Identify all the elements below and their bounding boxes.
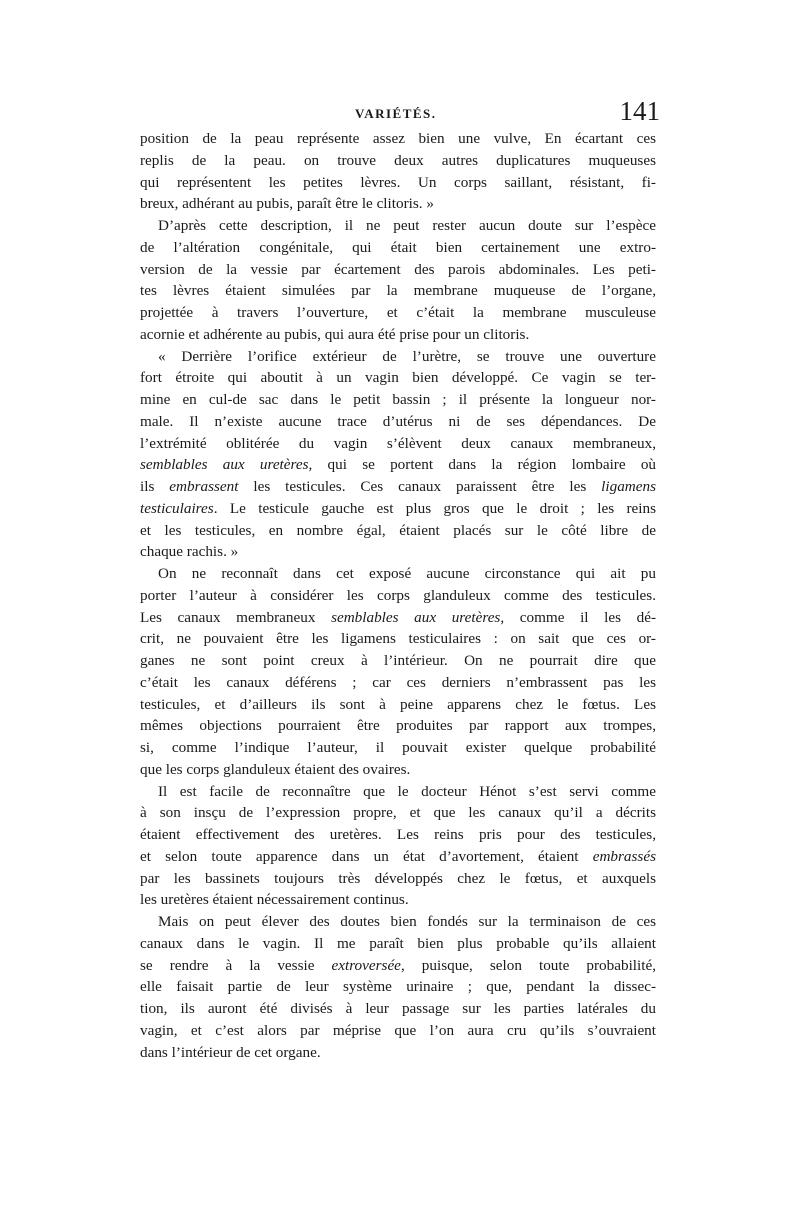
- text-line: replis de la peau. on trouve deux autres duplicatures muqueuses: [140, 151, 656, 169]
- text-line: tion, ils auront été divisés à leur passage sur les parties latérales du: [140, 1000, 656, 1017]
- text-line: Mais on peut élever des doutes bien fondés sur la terminaison de ces: [158, 913, 656, 930]
- text-line: breux, adhérant au pubis, paraît être le clitoris. »: [140, 195, 434, 213]
- text-line: elle faisait partie de leur système urinaire ; que, pendant la dissec-: [140, 978, 656, 996]
- page-header: [140, 96, 660, 132]
- text-line: ganes ne sont point creux à l’intérieur. On ne pourrait dire que: [140, 652, 656, 669]
- text-line: crit, ne pouvaient être les ligamens testiculaires : on sait que ces or-: [140, 630, 656, 648]
- body-text: [140, 128, 656, 1063]
- running-head: VARIÉTÉS.: [355, 106, 437, 121]
- text-line: position de la peau représente assez bien une vulve, En écartant ces: [140, 130, 656, 147]
- text-line: porter l’auteur à considérer les corps glanduleux comme des testicules.: [140, 586, 656, 604]
- text-line: « Derrière l’orifice extérieur de l’urètre, se trouve une ouverture: [158, 347, 656, 365]
- text-line: tes lèvres étaient simulées par la membrane muqueuse de l’organe,: [140, 282, 656, 300]
- text-line: si, comme l’indique l’auteur, il pouvait exister quelque probabilité: [140, 739, 656, 756]
- text-line: vagin, et c’est alors par méprise que l’on aura cru qu’ils s’ouvraient: [140, 1021, 656, 1039]
- text-line: acornie et adhérente au pubis, qui aura été prise pour un clitoris.: [140, 325, 530, 343]
- text-line: par les bassinets toujours très développés chez le fœtus, et auxquels: [140, 869, 656, 887]
- text-line: à son insçu de l’expression propre, et que les canaux qu’il a décrits: [140, 804, 656, 822]
- text-line: D’après cette description, il ne peut rester aucun doute sur l’espèce: [158, 217, 656, 234]
- text-line: mine en cul-de sac dans le petit bassin ; il présente la longueur nor-: [140, 391, 656, 408]
- text-line: semblables aux uretères, qui se portent dans la région lombaire où: [140, 456, 657, 474]
- text-line: canaux dans le vagin. Il me paraît bien plus probable qu’ils allaient: [140, 934, 656, 952]
- text-line: l’extrémité oblitérée du vagin s’élèvent deux canaux membraneux,: [140, 434, 656, 452]
- text-line: se rendre à la vessie extroversée, puisque, selon toute probabilité,: [140, 956, 656, 974]
- text-line: chaque rachis. »: [140, 543, 239, 561]
- text-line: qui représentent les petites lèvres. Un corps saillant, résistant, fi-: [140, 173, 656, 191]
- text-line: c’était les canaux déférens ; car ces derniers n’embrassent pas les: [140, 673, 656, 691]
- text-line: étaient effectivement des uretères. Les reins pris pour des testicules,: [140, 826, 656, 843]
- text-line: de l’altération congénitale, qui était bien certainement une extro-: [140, 238, 656, 256]
- text-line: testicules, et d’ailleurs ils sont à peine apparens chez le fœtus. Les: [140, 695, 656, 713]
- text-line: les uretères étaient nécessairement continus.: [140, 891, 409, 909]
- text-line: ils embrassent les testicules. Ces canaux paraissent être les ligamens: [140, 478, 656, 495]
- text-line: version de la vessie par écartement des parois abdominales. Les peti-: [140, 260, 656, 278]
- text-line: Les canaux membraneux semblables aux uretères, comme il les dé-: [140, 608, 657, 626]
- page-number: 141: [619, 96, 660, 126]
- text-line: que les corps glanduleux étaient des ovaires.: [140, 760, 411, 778]
- text-line: et les testicules, en nombre égal, étaient placés sur le côté libre de: [140, 521, 656, 539]
- text-line: testiculaires. Le testicule gauche est plus gros que le droit ; les reins: [140, 499, 656, 517]
- text-line: fort étroite qui aboutit à un vagin bien développé. Ce vagin se ter-: [140, 369, 656, 387]
- text-line: et selon toute apparence dans un état d’avortement, étaient embrassés: [140, 847, 656, 865]
- text-line: On ne reconnaît dans cet exposé aucune circonstance qui ait pu: [158, 565, 656, 582]
- text-line: dans l’intérieur de cet organe.: [140, 1043, 321, 1061]
- text-line: mêmes objections pourraient être produites par rapport aux trompes,: [140, 717, 656, 735]
- text-line: Il est facile de reconnaître que le docteur Hénot s’est servi comme: [158, 782, 656, 800]
- text-line: projettée à travers l’ouverture, et c’était la membrane musculeuse: [140, 304, 656, 321]
- text-line: male. Il n’existe aucune trace d’utérus ni de ses dépendances. De: [140, 412, 656, 430]
